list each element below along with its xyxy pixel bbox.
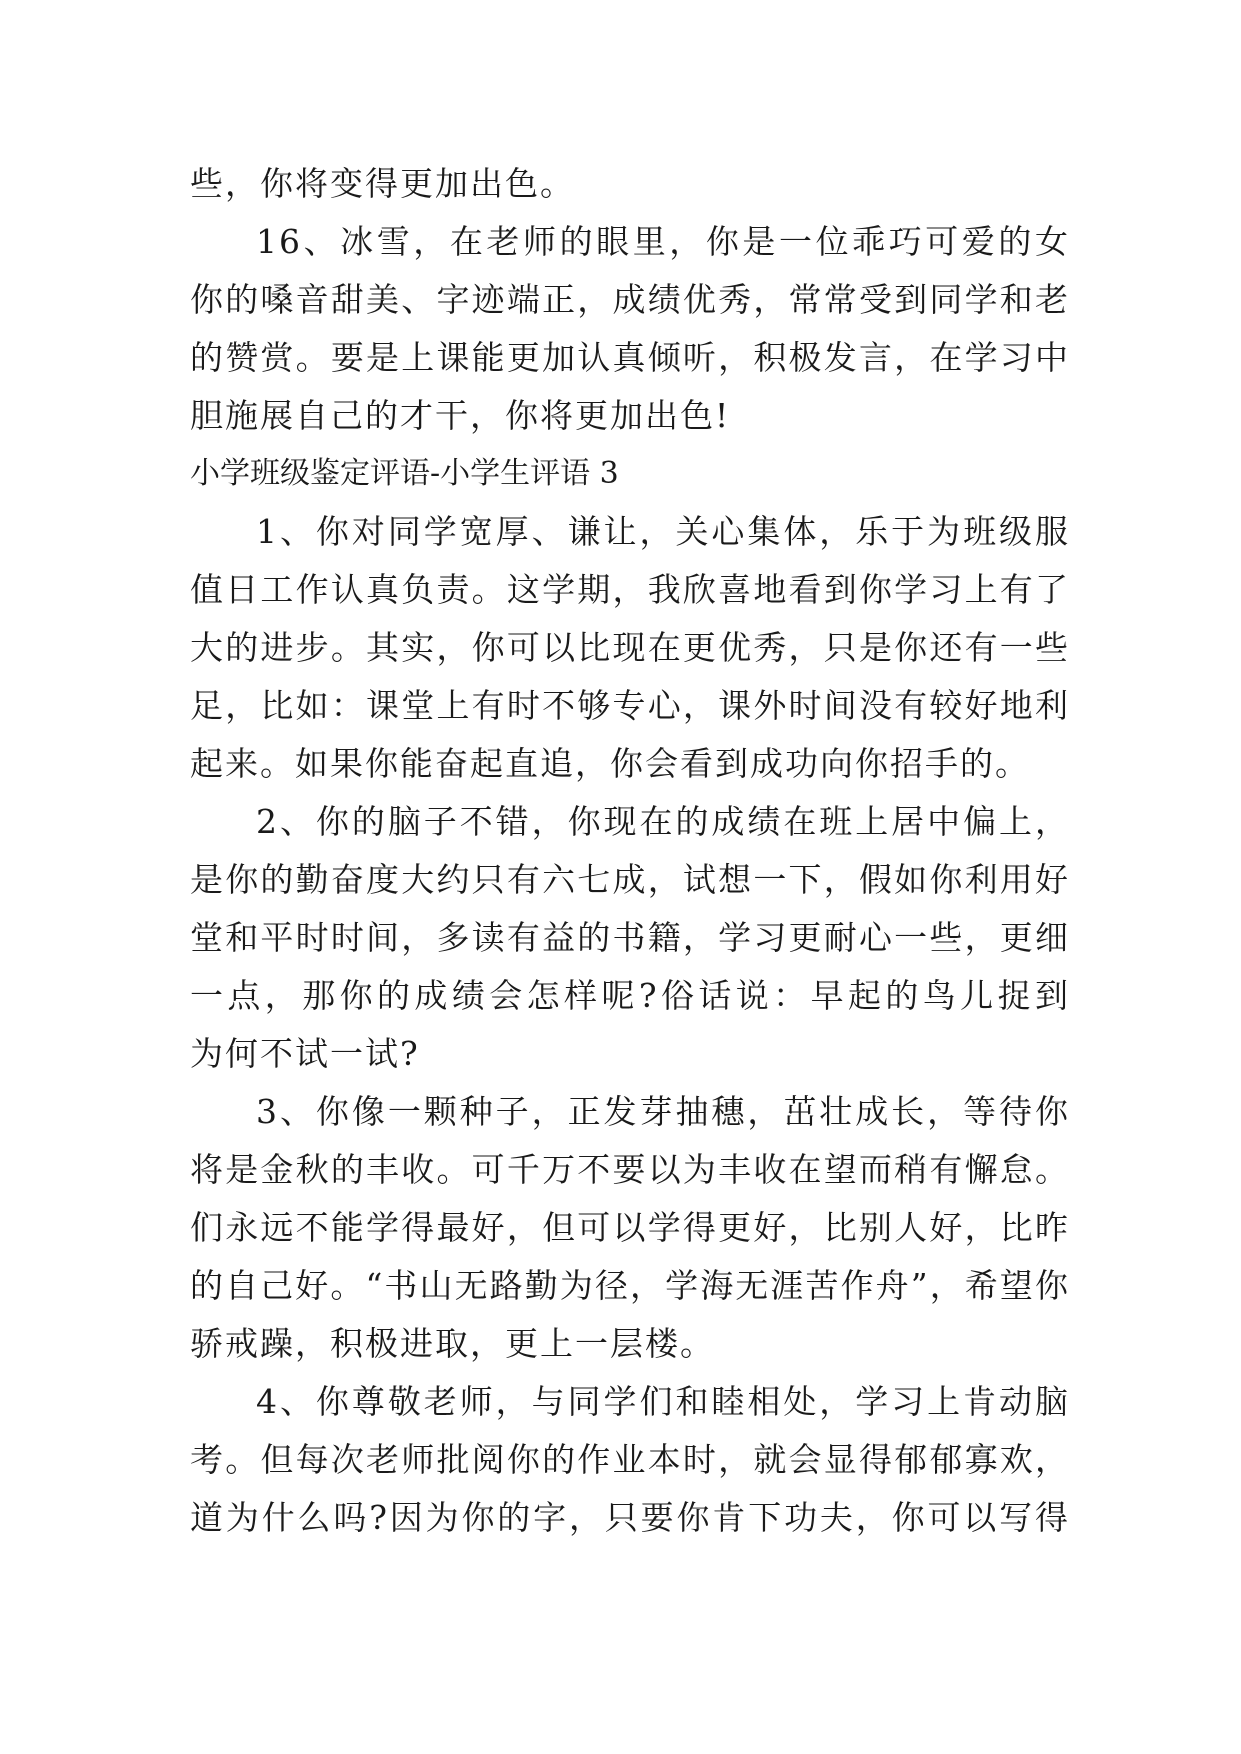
text-line: 堂和平时时间，多读有益的书籍，学习更耐心一些，更细 — [190, 918, 1070, 957]
text-line: 骄戒躁，积极进取，更上一层楼。 — [190, 1324, 715, 1363]
text-line: 的赞赏。要是上课能更加认真倾听，积极发言，在学习中 — [190, 338, 1070, 377]
text-line: 3、你像一颗种子，正发芽抽穗，茁壮成长，等待你 — [256, 1092, 1070, 1131]
text-line: 2、你的脑子不错，你现在的成绩在班上居中偏上， — [256, 802, 1070, 841]
text-line: 大的进步。其实，你可以比现在更优秀，只是你还有一些 — [190, 628, 1070, 667]
text-line: 考。但每次老师批阅你的作业本时，就会显得郁郁寡欢， — [190, 1440, 1070, 1479]
text-line: 起来。如果你能奋起直追，你会看到成功向你招手的。 — [190, 744, 1030, 783]
text-line: 为何不试一试? — [190, 1034, 420, 1073]
document-body — [190, 155, 1070, 1547]
text-line: 的自己好。“书山无路勤为径，学海无涯苦作舟”，希望你 — [190, 1266, 1070, 1305]
text-line: 些，你将变得更加出色。 — [190, 164, 575, 203]
text-line: 足，比如：课堂上有时不够专心，课外时间没有较好地利 — [190, 686, 1070, 725]
text-line: 是你的勤奋度大约只有六七成，试想一下，假如你利用好 — [190, 860, 1070, 899]
text-line: 你的嗓音甜美、字迹端正，成绩优秀，常常受到同学和老 — [190, 280, 1070, 319]
text-line: 16、冰雪，在老师的眼里，你是一位乖巧可爱的女 — [256, 222, 1070, 261]
text-line: 们永远不能学得最好，但可以学得更好，比别人好，比昨 — [190, 1208, 1070, 1247]
text-line: 道为什么吗?因为你的字，只要你肯下功夫，你可以写得 — [190, 1498, 1070, 1537]
text-line: 一点，那你的成绩会怎样呢?俗话说：早起的鸟儿捉到 — [190, 976, 1070, 1015]
section-heading: 小学班级鉴定评语-小学生评语 3 — [190, 456, 619, 491]
text-line: 胆施展自己的才干，你将更加出色! — [190, 396, 731, 435]
text-line: 值日工作认真负责。这学期，我欣喜地看到你学习上有了 — [190, 570, 1070, 609]
text-line: 将是金秋的丰收。可千万不要以为丰收在望而稍有懈怠。 — [190, 1150, 1070, 1189]
text-line: 4、你尊敬老师，与同学们和睦相处，学习上肯动脑 — [256, 1382, 1070, 1421]
text-line: 1、你对同学宽厚、谦让，关心集体，乐于为班级服 — [256, 512, 1070, 551]
